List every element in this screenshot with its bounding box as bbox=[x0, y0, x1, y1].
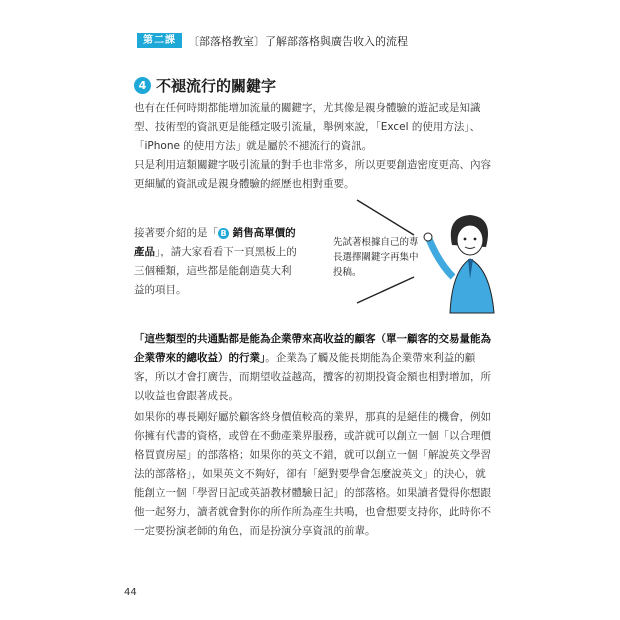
paragraph-3-lead: 接著要介紹的是「 bbox=[134, 227, 218, 239]
section-title: 不褪流行的關鍵字 bbox=[156, 77, 277, 95]
paragraph-4 bbox=[134, 330, 494, 406]
lesson-tag: 第二課 bbox=[137, 33, 182, 48]
page-number: 44 bbox=[124, 587, 137, 598]
paragraph-5: 如果你的專長剛好屬於顧客終身價值較高的業界，那真的是絕佳的機會，例如你擁有代書的資格，或曾在不動產業界服務，或許就可以創立一個「以合理價格買賣房屋」的部落格；如果你的英文不錯，就可以創立一個「解說英文學習法的部落格」，如果英文不夠好，卻有「絕對要學會怎麼說英文」的決心，就能創立一個「學習日記或英語教材體驗日記」的部落格。如果讀者覺得你想跟他一起努力，讀者就會對你的所作所為產生共鳴，也會想要支持你，此時你不一定要扮演老師的角色，而是扮演分享資訊的前輩。 bbox=[134, 411, 491, 537]
speech-bubble-text: 先試著根據自己的專長選擇關鍵字再集中投稿。 bbox=[333, 237, 419, 278]
section-heading bbox=[134, 75, 276, 96]
paragraph-2: 只是利用這類關鍵字吸引流量的對手也非常多，所以更要創造密度更高、內容更細膩的資訊或是親身體驗的經歷也相對重要。 bbox=[134, 159, 491, 190]
header-title: 〔部落格教室〕了解部落格與廣告收入的流程 bbox=[188, 34, 408, 48]
chapter-header bbox=[137, 33, 408, 48]
paragraph-3-rest: 」，請大家看看下一頁黑板上的三個種類，這些都是能創造莫大利益的項目。 bbox=[134, 246, 297, 296]
paragraph-4-bold: 「這些類型的共通點都是能為企業帶來高收益的顧客（單一顧客的交易量能為企業帶來的總收益）的行業」 bbox=[134, 333, 491, 364]
section-number-badge: 4 bbox=[134, 77, 151, 94]
paragraph-1: 也有在任何時期都能增加流量的關鍵字，尤其像是親身體驗的遊記或是知識型、技術型的資訊更是能穩定吸引流量，舉例來說，「Excel 的使用方法」、「iPhone 的使用方法」就是屬於不褪流行的資訊。 bbox=[134, 102, 481, 152]
b-badge-icon: B bbox=[218, 228, 229, 239]
paragraph-3-bold: 銷售高單價的產品 bbox=[134, 227, 296, 258]
paragraph-4-rest: 。企業為了觸及能長期能為企業帶來利益的顧客，所以才會打廣告，而期望收益越高，攬客的初期投資金額也相對增加，所以收益也會跟著成長。 bbox=[134, 352, 491, 402]
paragraph-3 bbox=[134, 224, 299, 300]
